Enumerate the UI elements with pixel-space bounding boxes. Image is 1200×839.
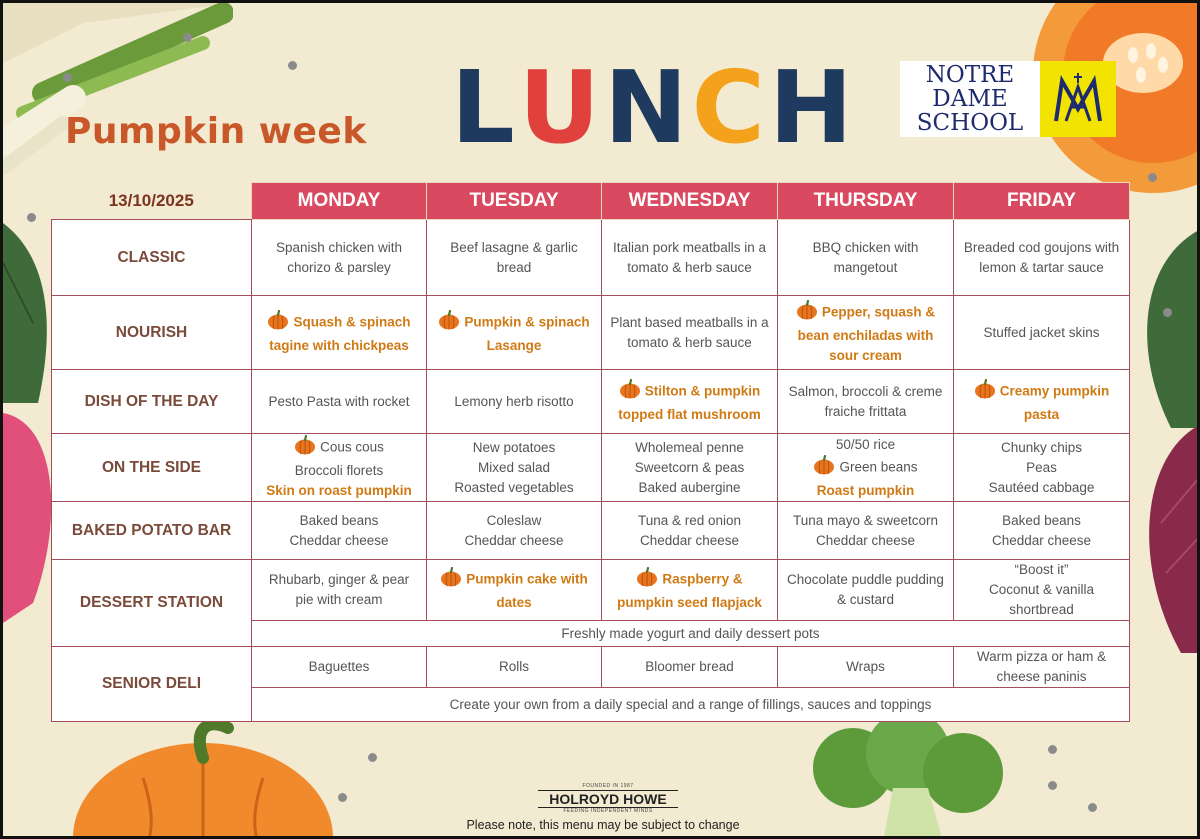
menu-item-text: Baked beans bbox=[299, 512, 379, 528]
marian-monogram-icon bbox=[1040, 61, 1116, 137]
menu-item-text: Green beans bbox=[839, 459, 918, 475]
menu-item bbox=[784, 238, 947, 278]
menu-item bbox=[608, 313, 771, 353]
pumpkin-icon bbox=[974, 379, 996, 405]
menu-item bbox=[784, 570, 947, 610]
menu-cell bbox=[602, 434, 778, 502]
menu-item-text: Breaded cod goujons with lemon & tartar sauce bbox=[963, 239, 1120, 275]
menu-cell bbox=[778, 434, 954, 502]
menu-item-text: Sweetcorn & peas bbox=[634, 459, 745, 475]
menu-cell bbox=[954, 370, 1130, 434]
day-header-tuesday: TUESDAY bbox=[427, 183, 602, 220]
menu-item bbox=[960, 238, 1123, 278]
menu-item-text: Roasted vegetables bbox=[454, 479, 574, 495]
menu-item bbox=[258, 461, 420, 481]
menu-item bbox=[960, 478, 1123, 498]
deli-note: Create your own from a daily special and a range of fillings, sauces and toppings bbox=[252, 688, 1130, 722]
pumpkin-illustration bbox=[53, 718, 353, 839]
menu-item bbox=[433, 438, 595, 458]
menu-item bbox=[608, 438, 771, 458]
row-label: CLASSIC bbox=[52, 220, 252, 296]
menu-cell bbox=[427, 296, 602, 370]
menu-item-text: Cheddar cheese bbox=[289, 532, 389, 548]
menu-item-text: Lemony herb risotto bbox=[454, 393, 574, 409]
menu-item bbox=[433, 392, 595, 412]
menu-item-text: Coleslaw bbox=[486, 512, 542, 528]
menu-cell bbox=[427, 220, 602, 296]
dessert-note: Freshly made yogurt and daily dessert pots bbox=[252, 621, 1130, 647]
row-label: SENIOR DELI bbox=[52, 647, 252, 722]
menu-cell bbox=[954, 220, 1130, 296]
menu-item bbox=[784, 435, 947, 455]
menu-item-text: Skin on roast pumpkin bbox=[266, 482, 412, 498]
menu-item bbox=[608, 567, 771, 613]
pumpkin-icon bbox=[294, 435, 316, 461]
menu-cell bbox=[778, 296, 954, 370]
menu-cell bbox=[252, 220, 427, 296]
menu-item-text: Chunky chips bbox=[1000, 439, 1083, 455]
row-label: NOURISH bbox=[52, 296, 252, 370]
day-header-thursday: THURSDAY bbox=[778, 183, 954, 220]
menu-item bbox=[608, 379, 771, 425]
menu-item-text: Coconut & vanilla shortbread bbox=[988, 582, 1095, 617]
menu-item-text: “Boost it” bbox=[1014, 562, 1069, 577]
caterer-logo bbox=[538, 783, 678, 814]
menu-table bbox=[51, 182, 1130, 722]
menu-item bbox=[960, 458, 1123, 478]
logo-line-3: SCHOOL bbox=[916, 110, 1024, 136]
week-theme-title: Pumpkin week bbox=[65, 111, 367, 152]
pumpkin-icon bbox=[796, 300, 818, 326]
menu-cell bbox=[778, 220, 954, 296]
menu-item bbox=[258, 310, 420, 356]
menu-item-text: Spanish chicken with chorizo & parsley bbox=[275, 239, 403, 275]
menu-cell bbox=[427, 560, 602, 621]
pumpkin-icon bbox=[813, 455, 835, 481]
menu-item bbox=[608, 458, 771, 478]
lunch-letter: U bbox=[518, 49, 604, 166]
menu-item bbox=[960, 580, 1123, 620]
kale-illustration bbox=[1131, 228, 1200, 428]
menu-item-text: 50/50 rice bbox=[835, 436, 896, 452]
day-header-monday: MONDAY bbox=[252, 183, 427, 220]
menu-item bbox=[608, 238, 771, 278]
leafy-greens-illustration bbox=[3, 223, 58, 403]
menu-item-text: Peas bbox=[1026, 459, 1057, 475]
menu-item bbox=[784, 531, 947, 551]
lunch-title bbox=[451, 49, 857, 166]
menu-item-text: Chocolate puddle pudding & custard bbox=[787, 572, 944, 607]
menu-cell bbox=[778, 502, 954, 560]
pumpkin-icon bbox=[619, 379, 641, 405]
menu-item bbox=[433, 531, 595, 551]
menu-item-text: Creamy pumpkin pasta bbox=[999, 383, 1110, 422]
day-header-row bbox=[52, 183, 1130, 220]
logo-line-2: DAME bbox=[932, 86, 1008, 112]
menu-item bbox=[433, 478, 595, 498]
menu-item-text: Cheddar cheese bbox=[639, 532, 740, 548]
menu-item-text: Broccoli florets bbox=[294, 462, 384, 478]
menu-item bbox=[960, 560, 1123, 580]
lunch-letter: L bbox=[451, 49, 519, 166]
row-label: BAKED POTATO BAR bbox=[52, 502, 252, 560]
menu-row bbox=[52, 370, 1130, 434]
menu-cell bbox=[427, 502, 602, 560]
menu-row bbox=[52, 502, 1130, 560]
caterer-name: HOLROYD HOWE bbox=[538, 790, 678, 808]
menu-row bbox=[52, 220, 1130, 296]
menu-item bbox=[258, 570, 420, 610]
menu-item-text: Plant based meatballs in a tomato & herb sauce bbox=[610, 314, 769, 350]
menu-item bbox=[608, 531, 771, 551]
menu-item-text: Tuna & red onion bbox=[637, 512, 742, 528]
menu-item bbox=[258, 511, 420, 531]
menu-item bbox=[258, 238, 420, 278]
menu-cell bbox=[252, 370, 427, 434]
menu-item-text: New potatoes bbox=[472, 439, 556, 455]
menu-item bbox=[433, 511, 595, 531]
menu-item bbox=[784, 511, 947, 531]
day-header-wednesday: WEDNESDAY bbox=[602, 183, 778, 220]
menu-item bbox=[960, 531, 1123, 551]
menu-item-text: Salmon, broccoli & creme fraiche frittata bbox=[788, 383, 943, 419]
menu-item bbox=[784, 300, 947, 366]
menu-cell bbox=[778, 560, 954, 621]
menu-item-text: Baked beans bbox=[1002, 512, 1081, 528]
menu-item bbox=[960, 438, 1123, 458]
menu-item-text: Baked aubergine bbox=[638, 479, 741, 495]
menu-date: 13/10/2025 bbox=[52, 183, 252, 220]
day-header-friday: FRIDAY bbox=[954, 183, 1130, 220]
menu-item bbox=[433, 310, 595, 356]
row-label: ON THE SIDE bbox=[52, 434, 252, 502]
menu-cell bbox=[427, 434, 602, 502]
menu-item bbox=[433, 567, 595, 613]
menu-item bbox=[784, 455, 947, 481]
menu-item-text: Beef lasagne & garlic bread bbox=[450, 239, 578, 275]
menu-item-text: Stilton & pumpkin topped flat mushroom bbox=[618, 383, 761, 422]
lunch-letter: H bbox=[769, 49, 857, 166]
menu-item-text: Stuffed jacket skins bbox=[983, 324, 1100, 340]
menu-item-text: Cheddar cheese bbox=[991, 532, 1092, 548]
menu-item-text: Pesto Pasta with rocket bbox=[268, 393, 410, 409]
menu-item bbox=[608, 478, 771, 498]
menu-item-text: Pumpkin cake with dates bbox=[466, 571, 588, 610]
school-logo bbox=[900, 61, 1116, 137]
caterer-founded: FOUNDED IN 1987 bbox=[582, 783, 634, 789]
menu-item-text: BBQ chicken with mangetout bbox=[812, 239, 919, 275]
pumpkin-icon bbox=[438, 310, 460, 336]
menu-item-text: Cheddar cheese bbox=[815, 532, 916, 548]
menu-row bbox=[52, 434, 1130, 502]
menu-item-text: Wholemeal penne bbox=[635, 439, 744, 455]
menu-cell bbox=[954, 502, 1130, 560]
menu-row bbox=[52, 296, 1130, 370]
menu-cell bbox=[427, 370, 602, 434]
menu-row-deli bbox=[52, 647, 1130, 688]
menu-item-text: Cous cous bbox=[320, 439, 384, 455]
menu-cell bbox=[602, 220, 778, 296]
menu-item-text: Sautéed cabbage bbox=[988, 479, 1095, 495]
menu-cell: Warm pizza or ham & cheese paninis bbox=[954, 647, 1130, 688]
menu-row-dessert bbox=[52, 560, 1130, 621]
menu-cell: Wraps bbox=[778, 647, 954, 688]
menu-cell: Baguettes bbox=[252, 647, 427, 688]
menu-item bbox=[960, 379, 1123, 425]
menu-item bbox=[784, 481, 947, 501]
spring-onion-illustration bbox=[3, 3, 233, 193]
menu-cell bbox=[252, 560, 427, 621]
menu-item bbox=[960, 511, 1123, 531]
menu-cell bbox=[602, 296, 778, 370]
radish-illustration bbox=[3, 403, 58, 623]
menu-item-text: Squash & spinach tagine with chickpeas bbox=[269, 314, 411, 353]
menu-item-text: Pumpkin & spinach Lasange bbox=[464, 314, 590, 353]
menu-item-text: Rhubarb, ginger & pear pie with cream bbox=[268, 572, 410, 607]
menu-item bbox=[608, 511, 771, 531]
menu-item bbox=[258, 435, 420, 461]
menu-item bbox=[258, 392, 420, 412]
menu-item-text: Mixed salad bbox=[477, 459, 551, 475]
menu-cell bbox=[602, 370, 778, 434]
menu-change-note: Please note, this menu may be subject to change bbox=[466, 818, 740, 832]
menu-item-text: Raspberry & pumpkin seed flapjack bbox=[617, 571, 762, 610]
menu-item-text: Italian pork meatballs in a tomato & herb sauce bbox=[612, 239, 767, 275]
menu-cell: Rolls bbox=[427, 647, 602, 688]
lunch-letter: N bbox=[603, 49, 692, 166]
menu-cell bbox=[252, 502, 427, 560]
menu-item bbox=[433, 238, 595, 278]
menu-cell bbox=[602, 560, 778, 621]
pumpkin-icon bbox=[267, 310, 289, 336]
menu-item bbox=[433, 458, 595, 478]
logo-line-1: NOTRE bbox=[925, 62, 1015, 88]
beetroot-illustration bbox=[1131, 413, 1200, 653]
menu-item bbox=[784, 382, 947, 422]
menu-cell bbox=[954, 560, 1130, 621]
menu-cell bbox=[778, 370, 954, 434]
broccoli-illustration bbox=[793, 718, 1023, 839]
menu-item bbox=[960, 323, 1123, 343]
menu-item bbox=[258, 531, 420, 551]
menu-item-text: Roast pumpkin bbox=[816, 482, 915, 498]
menu-cell bbox=[252, 434, 427, 502]
menu-cell: Bloomer bread bbox=[602, 647, 778, 688]
menu-cell bbox=[602, 502, 778, 560]
menu-item-text: Tuna mayo & sweetcorn bbox=[792, 512, 939, 528]
menu-item-text: Cheddar cheese bbox=[464, 532, 564, 548]
lunch-letter: C bbox=[691, 49, 770, 166]
row-label: DISH OF THE DAY bbox=[52, 370, 252, 434]
menu-cell bbox=[252, 296, 427, 370]
menu-item-text: Pepper, squash & bean enchiladas with sour cream bbox=[797, 304, 936, 363]
caterer-tagline: FEEDING INDEPENDENT MINDS bbox=[563, 808, 653, 814]
menu-cell bbox=[954, 296, 1130, 370]
pumpkin-icon bbox=[636, 567, 658, 593]
row-label: DESSERT STATION bbox=[52, 560, 252, 647]
menu-item bbox=[258, 481, 420, 501]
pumpkin-icon bbox=[440, 567, 462, 593]
menu-cell bbox=[954, 434, 1130, 502]
